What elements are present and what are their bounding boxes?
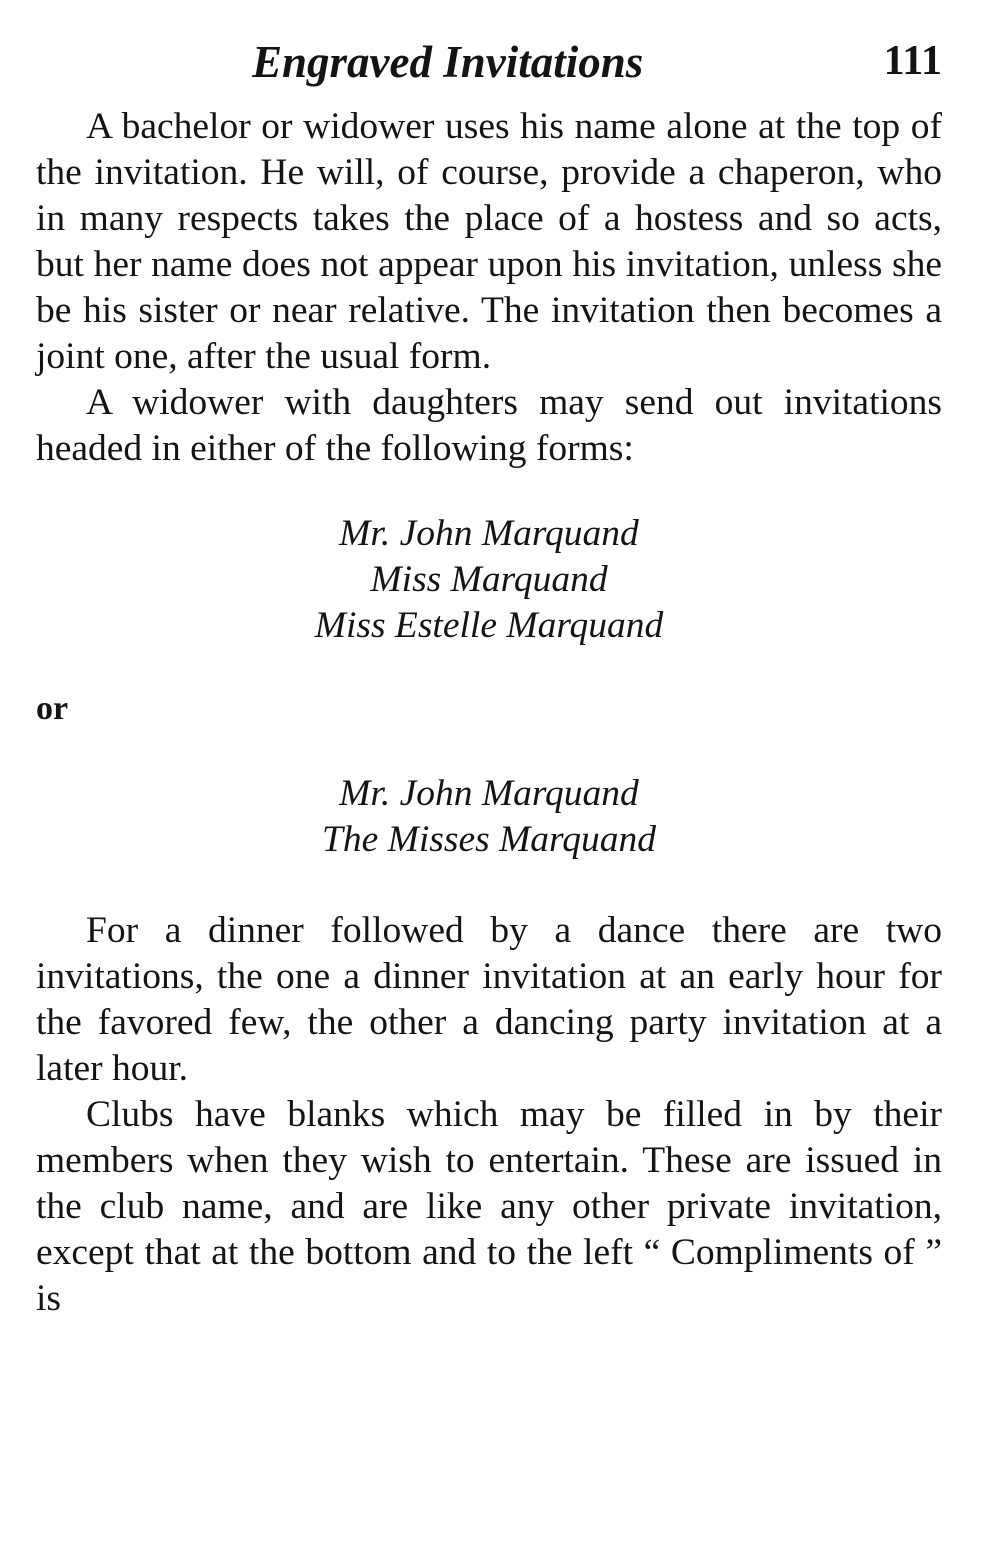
paragraph-club-blanks: Clubs have blanks which may be filled in by their members when they wish to entertain. These are issued in the club name, and are like any other private invitation, except that at the bottom and to the left “ Compliments of ” is [36, 1094, 942, 1319]
invitation-line: Mr. John Marquand [339, 513, 639, 554]
running-head [36, 38, 942, 104]
invitation-line: Miss Marquand [370, 559, 608, 600]
page-number: 111 [883, 38, 942, 84]
book-page [36, 38, 942, 1322]
paragraph-widower-daughters: A widower with daughters may send out invitations headed in either of the following forms: [36, 382, 942, 469]
paragraph-bachelor-widower: A bachelor or widower uses his name alone at the top of the invitation. He will, of course, provide a chaperon, who in many respects takes the place of a hostess and so acts, but her name does not appear upon his invitation, unless she be his sister or near relative. The invitation then becomes a joint one, after the usual form. [36, 106, 942, 377]
invitation-line: Miss Estelle Marquand [314, 605, 664, 646]
paragraph-dinner-dance: For a dinner followed by a dance there are two invitations, the one a dinner invitation at an early hour for the favored few, the other a dancing party invitation at a later hour. [36, 910, 942, 1089]
invitation-form-1 [36, 511, 942, 649]
invitation-line: Mr. John Marquand [339, 773, 639, 814]
invitation-form-2 [36, 771, 942, 863]
separator-or: or [36, 690, 69, 727]
running-title: Engraved Invitations [252, 37, 644, 87]
invitation-line: The Misses Marquand [321, 819, 657, 860]
